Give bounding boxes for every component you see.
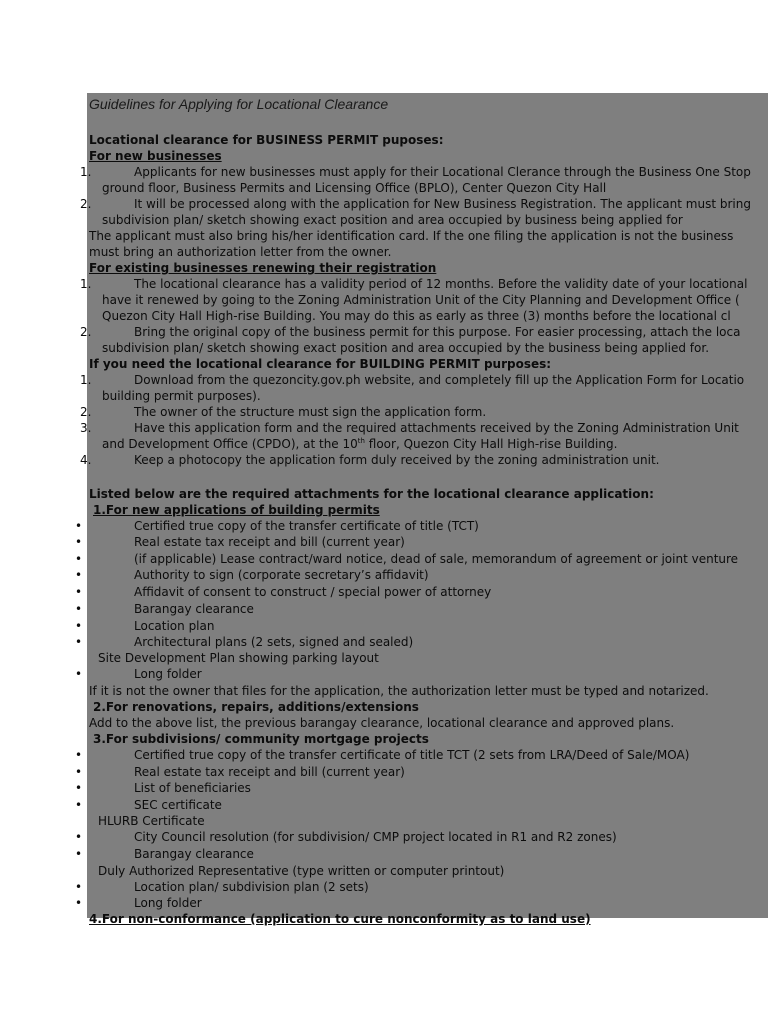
text-line: 2.For renovations, repairs, additions/extensions: [93, 700, 419, 714]
text-line: It will be processed along with the application for New Business Registration. The applicant must bring: [134, 197, 751, 211]
text-line: Add to the above list, the previous barangay clearance, locational clearance and approved plans.: [89, 716, 675, 730]
bullet-marker: •: [75, 552, 83, 566]
text-line: (if applicable) Lease contract/ward notice, dead of sale, memorandum of agreement or joint venture: [134, 552, 739, 566]
text-line: Site Development Plan showing parking layout: [98, 651, 379, 665]
text-line: subdivision plan/ sketch showing exact position and area occupied by business being applied for: [102, 213, 683, 227]
text-line: Real estate tax receipt and bill (current year): [134, 535, 405, 549]
bullet-marker: •: [75, 585, 83, 599]
list-number: 1.: [80, 277, 92, 291]
text-line: The locational clearance has a validity period of 12 months. Before the validity date of your locational: [134, 277, 748, 291]
bullet-marker: •: [75, 798, 83, 812]
list-number: 4.: [80, 453, 92, 467]
bullet-marker: •: [75, 619, 83, 633]
text-line: building permit purposes).: [102, 389, 261, 403]
text-line: and Development Office (CPDO), at the 10th floor, Quezon City Hall High-rise Building.: [102, 437, 618, 451]
bullet-marker: •: [75, 896, 83, 910]
text-line: For new businesses: [89, 149, 222, 163]
text-line: Applicants for new businesses must apply for their Locational Clerance through the Business One Stop: [134, 165, 751, 179]
text-line: subdivision plan/ sketch showing exact position and area occupied by the business being applied for.: [102, 341, 710, 355]
document-title: Guidelines for Applying for Locational Clearance: [89, 96, 389, 112]
bullet-marker: •: [75, 830, 83, 844]
text-line: ground floor, Business Permits and Licensing Office (BPLO), Center Quezon City Hall: [102, 181, 607, 195]
bullet-marker: •: [75, 748, 83, 762]
text-line: Locational clearance for BUSINESS PERMIT puposes:: [89, 133, 444, 147]
text-line: Duly Authorized Representative (type written or computer printout): [98, 864, 505, 878]
text-line: Long folder: [134, 896, 202, 910]
text-line: must bring an authorization letter from the owner.: [89, 245, 392, 259]
text-line: Barangay clearance: [134, 602, 254, 616]
text-line: Listed below are the required attachments for the locational clearance application:: [89, 487, 654, 501]
text-line: Keep a photocopy the application form duly received by the zoning administration unit.: [134, 453, 660, 467]
bullet-marker: •: [75, 847, 83, 861]
bullet-marker: •: [75, 568, 83, 582]
list-number: 2.: [80, 197, 92, 211]
text-line: Have this application form and the required attachments received by the Zoning Administration Unit: [134, 421, 739, 435]
bullet-marker: •: [75, 667, 83, 681]
text-line: Location plan: [134, 619, 215, 633]
text-line: Certified true copy of the transfer certificate of title (TCT): [134, 519, 479, 533]
text-line: have it renewed by going to the Zoning Administration Unit of the City Planning and Development Office (: [102, 293, 740, 307]
text-line: The applicant must also bring his/her identification card. If the one filing the application is not the business: [89, 229, 734, 243]
list-number: 2.: [80, 325, 92, 339]
text-line: Real estate tax receipt and bill (current year): [134, 765, 405, 779]
text-line: Architectural plans (2 sets, signed and sealed): [134, 635, 414, 649]
bullet-marker: •: [75, 880, 83, 894]
text-line: Barangay clearance: [134, 847, 254, 861]
text-line: The owner of the structure must sign the application form.: [134, 405, 487, 419]
bullet-marker: •: [75, 781, 83, 795]
text-line: List of beneficiaries: [134, 781, 251, 795]
list-number: 2.: [80, 405, 92, 419]
list-number: 3.: [80, 421, 92, 435]
bullet-marker: •: [75, 602, 83, 616]
list-number: 1.: [80, 165, 92, 179]
bullet-marker: •: [75, 519, 83, 533]
list-number: 1.: [80, 373, 92, 387]
superscript: th: [357, 437, 365, 445]
text-line: City Council resolution (for subdivision/ CMP project located in R1 and R2 zones): [134, 830, 617, 844]
text-line: SEC certificate: [134, 798, 222, 812]
text-line: Certified true copy of the transfer certificate of title TCT (2 sets from LRA/Deed of Sale/MOA): [134, 748, 690, 762]
bullet-marker: •: [75, 535, 83, 549]
text-line: For existing businesses renewing their registration: [89, 261, 437, 275]
text-line: Authority to sign (corporate secretary’s affidavit): [134, 568, 429, 582]
text-line: Long folder: [134, 667, 202, 681]
text-line: 3.For subdivisions/ community mortgage projects: [93, 732, 429, 746]
text-line: If it is not the owner that files for the application, the authorization letter must be typed and notarized.: [89, 684, 709, 698]
text-line: 4.For non-conformance (application to cure nonconformity as to land use): [89, 912, 591, 926]
text-line: Download from the quezoncity.gov.ph website, and completely fill up the Application Form for Locatio: [134, 373, 745, 387]
text-line: Bring the original copy of the business permit for this purpose. For easier processing, attach the loca: [134, 325, 741, 339]
text-line: Affidavit of consent to construct / special power of attorney: [134, 585, 492, 599]
text-line: 1.For new applications of building permits: [93, 503, 380, 517]
text-line: Quezon City Hall High-rise Building. You may do this as early as three (3) months before the locational cl: [102, 309, 731, 323]
text-line: Location plan/ subdivision plan (2 sets): [134, 880, 369, 894]
text-line: HLURB Certificate: [98, 814, 205, 828]
bullet-marker: •: [75, 765, 83, 779]
text-line: If you need the locational clearance for BUILDING PERMIT purposes:: [89, 357, 552, 371]
bullet-marker: •: [75, 635, 83, 649]
